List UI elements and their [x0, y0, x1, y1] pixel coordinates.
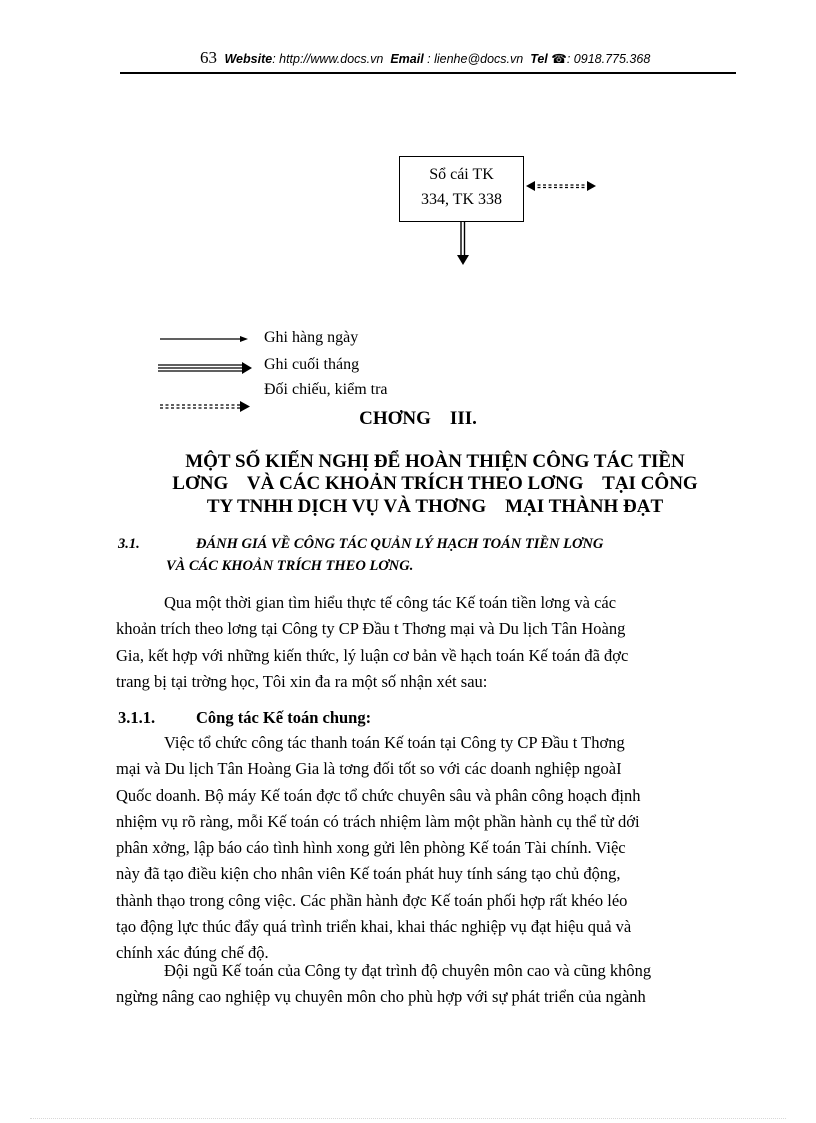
intro-paragraph	[116, 590, 734, 695]
subsection-number: 3.1.1.	[118, 708, 156, 727]
body-paragraph	[116, 730, 734, 967]
flow-diagram	[0, 0, 816, 420]
intro-line: Qua một thời gian tìm hiểu thực tế công tác Kế toán tiền lơng và các	[164, 593, 617, 612]
email-value[interactable]: : lienhe@docs.vn	[423, 52, 524, 66]
section-title-line2: VÀ CÁC KHOẢN TRÍCH THEO LƠNG.	[166, 558, 414, 574]
footer-divider	[30, 1118, 786, 1119]
tel-value: : 0918.775.368	[566, 52, 651, 66]
chapter-title-line1: MỘT SỐ KIẾN NGHỊ ĐỂ HOÀN THIỆN CÔNG TÁC TIỀN	[185, 451, 685, 472]
tel-label: Tel	[530, 52, 548, 66]
intro-line: Gia, kết hợp với những kiến thức, lý luận cơ bản về hạch toán Kế toán đã đợc	[116, 645, 629, 665]
body-line: mại và Du lịch Tân Hoàng Gia là tơng đối tốt so với các doanh nghiệp ngoàI	[116, 759, 622, 779]
closing-paragraph	[116, 958, 734, 1011]
body-line: Việc tổ chức công tác thanh toán Kế toán tại Công ty CP Đầu t Thơng	[164, 733, 625, 752]
legend-label-daily: Ghi hàng ngày	[264, 329, 359, 346]
chapter-title-line2: LƠNG VÀ CÁC KHOẢN TRÍCH THEO LƠNG TẠI CÔNG	[172, 473, 698, 494]
website-value[interactable]: : http://www.docs.vn	[272, 52, 384, 66]
website-label: Website	[224, 52, 273, 66]
body-line: nhiệm vụ rõ ràng, mỗi Kế toán có trách nhiệm làm một phần hành cụ thể từ dới	[116, 811, 640, 831]
ledger-box-line1: Sổ cái TK	[429, 166, 494, 183]
intro-line: trang bị tại trờng học, Tôi xin đa ra một số nhận xét sau:	[116, 671, 488, 691]
double-arrow-icon	[158, 362, 252, 374]
chapter-title-line3: TY TNHH DỊCH VỤ VÀ THƠNG MẠI THÀNH ĐẠT	[206, 496, 664, 517]
body-line: chính xác đúng chế độ.	[116, 943, 269, 963]
section-number: 3.1.	[118, 536, 140, 552]
legend-label-monthly: Ghi cuối tháng	[264, 356, 360, 373]
closing-line: ngừng nâng cao nghiệp vụ chuyên môn cho phù hợp với sự phát triển của ngành	[116, 987, 646, 1007]
closing-line: Đội ngũ Kế toán của Công ty đạt trình độ chuyên môn cao và cũng không	[164, 961, 652, 980]
down-arrow-icon	[457, 222, 469, 265]
body-line: tạo động lực thúc đẩy quá trình triển khai, khai thác nghiệp vụ đạt hiệu quả và	[116, 917, 632, 937]
subsection-title: Công tác Kế toán chung:	[196, 708, 372, 727]
ledger-box-line2: 334, TK 338	[420, 191, 503, 208]
section-title-line1: ĐÁNH GIÁ VỀ CÔNG TÁC QUẢN LÝ HẠCH TOÁN TIỀN LƠNG	[196, 536, 604, 552]
intro-line: khoản trích theo lơng tại Công ty CP Đầu t Thơng mại và Du lịch Tân Hoàng	[116, 619, 626, 639]
legend-label-check: Đối chiếu, kiểm tra	[264, 381, 388, 398]
page-number: 63	[200, 48, 217, 67]
body-line: này đã tạo điều kiện cho nhân viên Kế toán phát huy tính sáng tạo chủ động,	[116, 864, 621, 884]
chapter-heading: CHƠNG III.	[359, 408, 477, 429]
phone-icon: ☎	[551, 52, 567, 66]
body-line: phân xởng, lập báo cáo tình hình xong gửi lên phòng Kế toán Tài chính. Việc	[116, 838, 626, 858]
dashed-bidirectional-arrow-icon	[526, 181, 596, 191]
email-label: Email	[390, 52, 424, 66]
solid-arrow-icon	[160, 336, 248, 342]
body-line: Quốc doanh. Bộ máy Kế toán đợc tổ chức chuyên sâu và phân công hoạch định	[116, 785, 641, 805]
body-line: thành thạo trong công việc. Các phần hành đợc Kế toán phối hợp rất khéo léo	[116, 890, 628, 910]
